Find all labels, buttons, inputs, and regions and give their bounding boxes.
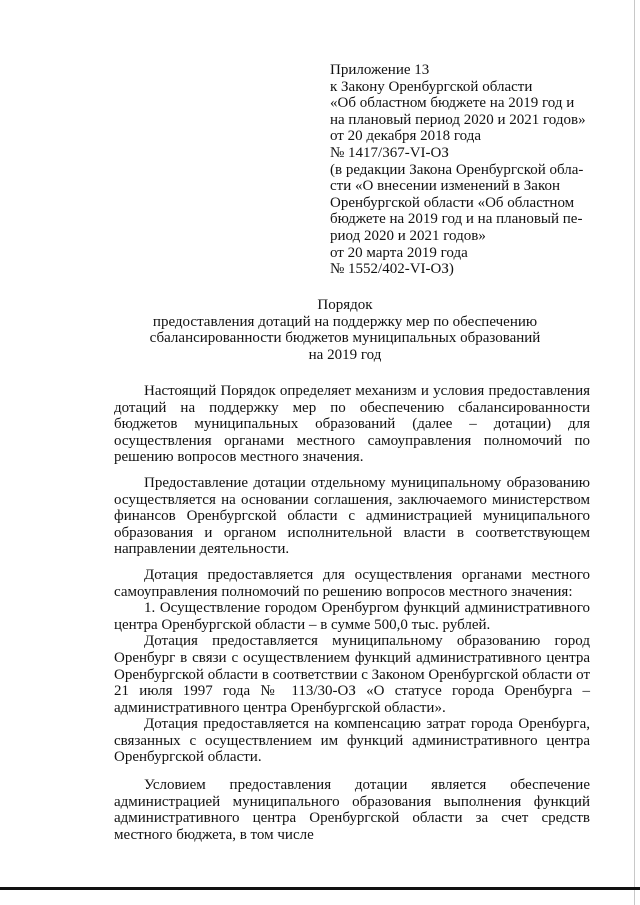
body-paragraph: 1. Осуществление городом Оренбургом функций административного центра Оренбургской области – в сумме 500,0 тыс. рублей. — [114, 600, 590, 633]
body-paragraph: Дотация предоставляется для осуществления органами местного самоуправления полномочий по решению вопросов местного значения: — [114, 566, 590, 600]
title-line: предоставления дотаций на поддержку мер по обеспечению — [152, 313, 538, 330]
body-paragraph: Дотация предоставляется муниципальному образованию город Оренбург в связи с осуществлением функций административного центра Оренбургской области в соответствии с Законом Оренбургской области от 21 июля 1997 года № 113/30-ОЗ «О статусе города Оренбурга – административного центра Оренбургской области». — [114, 633, 590, 716]
appendix-line: (в редакции Закона Оренбургской обла- — [330, 161, 584, 178]
body-paragraph: Условием предоставления дотации является обеспечение администрацией муниципального образования выполнения функций административного центра Оренбургской области за счет средств местного бюджета, в том числе — [114, 777, 590, 843]
body-paragraph: Дотация предоставляется на компенсацию затрат города Оренбурга, связанных с осуществлением им функций административного центра Оренбургской области. — [114, 716, 590, 766]
appendix-line: от 20 декабря 2018 года — [330, 128, 482, 145]
title-line: Порядок — [317, 297, 373, 313]
appendix-line: на плановый период 2020 и 2021 годов» — [330, 111, 586, 128]
appendix-line: Оренбургской области «Об областном — [330, 194, 575, 211]
body-paragraph: Настоящий Порядок определяет механизм и условия предоставления дотаций на поддержку мер по обеспечению сбалансированности бюджетов муниципальных образований (далее – дотации) для осуществления органами местного самоуправления полномочий по решению вопросов местного значения. — [114, 383, 590, 466]
title-line: сбалансированности бюджетов муниципальных образований — [149, 330, 541, 347]
scan-edge-line — [634, 0, 635, 905]
appendix-line: «Об областном бюджете на 2019 год и — [330, 95, 575, 112]
appendix-line: бюджете на 2019 год и на плановый пе- — [330, 211, 583, 228]
appendix-line: сти «О внесении изменений в Закон — [330, 178, 561, 195]
appendix-line: № 1417/367-VI-ОЗ — [330, 144, 449, 161]
document-title — [100, 297, 590, 363]
document-body — [114, 383, 590, 843]
appendix-line: № 1552/402-VI-ОЗ) — [330, 261, 454, 278]
appendix-line: от 20 марта 2019 года — [330, 244, 468, 261]
title-line: на 2019 год — [308, 346, 382, 363]
appendix-line: Приложение 13 — [330, 62, 430, 78]
appendix-line: к Закону Оренбургской области — [330, 78, 533, 95]
scan-bottom-line — [0, 887, 640, 890]
appendix-header — [330, 62, 620, 278]
appendix-line: риод 2020 и 2021 годов» — [330, 227, 486, 244]
body-paragraph: Предоставление дотации отдельному муниципальному образованию осуществляется на основании соглашения, заключаемого министерством финансов Оренбургской области с администрацией муниципального образования и органом исполнительной власти в соответствующем направлении деятельности. — [114, 474, 590, 558]
